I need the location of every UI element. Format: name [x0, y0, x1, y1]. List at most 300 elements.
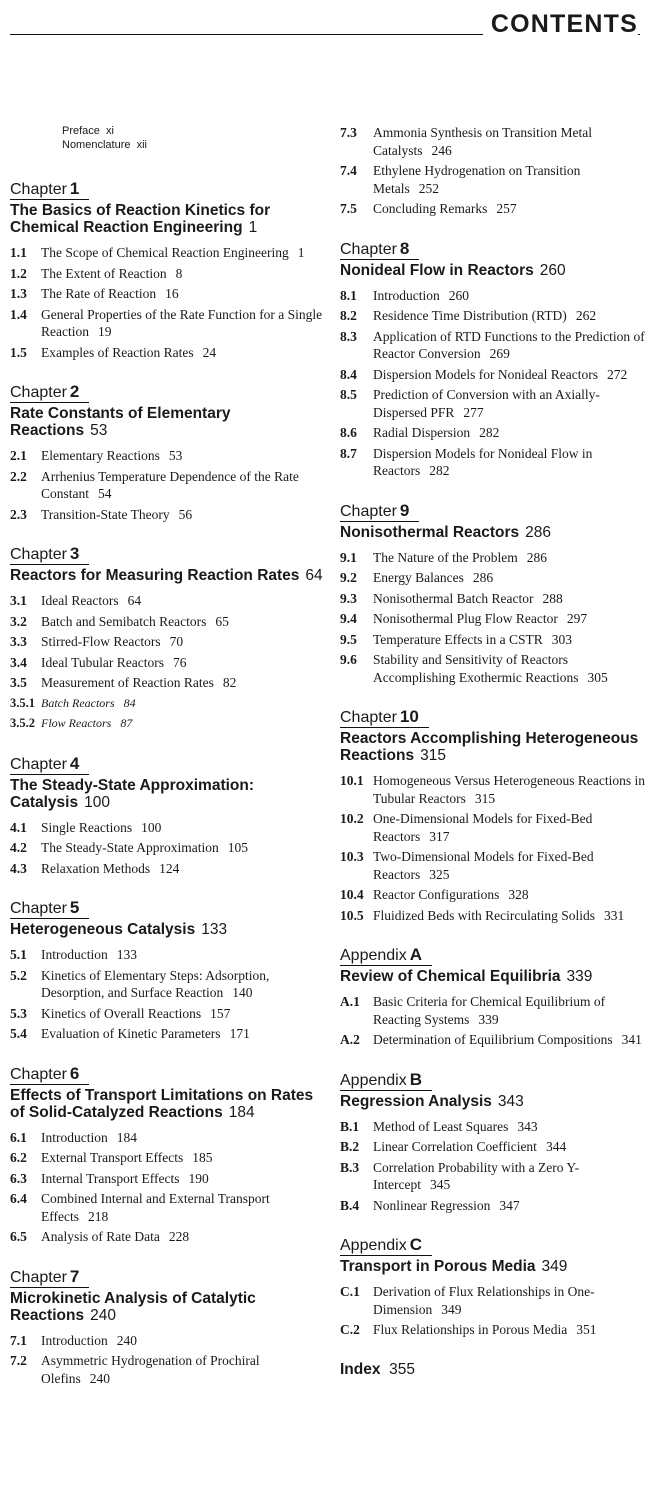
page-title: CONTENTS: [483, 8, 638, 40]
section-page: 185: [192, 1150, 213, 1165]
chapter-heading: [10, 899, 328, 919]
section-entry[interactable]: [10, 946, 328, 964]
section-entry[interactable]: [340, 1321, 645, 1339]
section-title-wrap: [41, 1190, 328, 1225]
section-page: 272: [606, 366, 628, 382]
section-title: Ideal Reactors: [41, 593, 119, 608]
chapter-number: 9: [399, 500, 410, 520]
section-page: 282: [479, 425, 500, 440]
section-title: Reactor Configurations: [373, 887, 500, 902]
chapter-page: 1: [248, 219, 258, 236]
section-entry[interactable]: [340, 386, 645, 421]
section-title: Batch and Semibatch Reactors: [41, 613, 207, 629]
chapter-heading: [340, 1071, 645, 1091]
section-entry[interactable]: [10, 695, 328, 713]
section-title: Derivation of Flux Relationships in One-Dimension: [373, 1284, 595, 1317]
section-entry[interactable]: [10, 819, 328, 837]
chapter-title[interactable]: [10, 1087, 328, 1121]
section-page: 305: [587, 669, 608, 685]
chapter-word: Appendix: [340, 947, 407, 964]
section-entry[interactable]: [340, 569, 645, 587]
chapter-title-text: Reactors for Measuring Reaction Rates: [10, 567, 300, 584]
section-title: One-Dimensional Models for Fixed-Bed Reactors: [373, 811, 593, 844]
index-entry[interactable]: [340, 1361, 645, 1379]
section-number: 8.7: [340, 445, 357, 461]
section-entry[interactable]: [340, 590, 645, 608]
section-number: B.3: [340, 1159, 360, 1175]
section-title: Temperature Effects in a CSTR: [373, 631, 543, 647]
section-page: 240: [89, 1370, 110, 1386]
chapter-label: [10, 180, 89, 200]
section-title-wrap: [373, 886, 645, 904]
section-entry[interactable]: [10, 1352, 328, 1387]
section-page: 351: [576, 1322, 597, 1337]
section-number: B.4: [340, 1197, 360, 1213]
right-chapter-list: [340, 240, 645, 1339]
section-number: 8.2: [340, 308, 357, 323]
section-page: 64: [127, 593, 142, 608]
section-page: 56: [178, 506, 193, 522]
section-title-wrap: [41, 344, 328, 362]
chapter-heading: [10, 383, 328, 403]
chapter-title[interactable]: [10, 1290, 328, 1324]
chapter-title-text: Microkinetic Analysis of Catalytic Reactions: [10, 1289, 256, 1324]
chapter-label: [10, 1065, 89, 1085]
section-entry[interactable]: [10, 447, 328, 465]
chapter-page: 343: [497, 1092, 524, 1110]
section-title: Relaxation Methods: [41, 860, 151, 876]
chapter-label: [340, 946, 432, 966]
section-entry[interactable]: [340, 1283, 645, 1318]
section-entry[interactable]: [340, 1159, 645, 1194]
chapter-number: 4: [69, 753, 80, 773]
section-title-wrap: [373, 124, 645, 159]
chapter-entry: [340, 1236, 645, 1339]
chapter-title-text: The Steady-State Approximation: Catalysis: [10, 776, 255, 811]
chapter-word: Chapter: [340, 502, 397, 520]
section-number: 2.1: [10, 448, 27, 463]
section-entry[interactable]: [10, 654, 328, 672]
chapter-label: [340, 708, 429, 728]
section-number: 3.1: [10, 593, 27, 608]
section-entry[interactable]: [340, 810, 645, 845]
section-number: 3.2: [10, 613, 27, 629]
chapter-page: 339: [566, 968, 593, 985]
section-page: 54: [98, 486, 112, 501]
section-title-wrap: [373, 1138, 645, 1156]
section-number: 5.1: [10, 947, 27, 962]
section-page: 70: [169, 634, 184, 649]
chapter-number: 3: [69, 544, 80, 563]
chapter-entry: [340, 708, 645, 924]
chapter-number: C: [409, 1235, 422, 1254]
section-number: 8.1: [340, 287, 357, 303]
section-number: 9.2: [340, 570, 357, 585]
chapter-number: 8: [399, 238, 410, 258]
section-page: 184: [116, 1129, 137, 1145]
section-entry[interactable]: [340, 1138, 645, 1156]
section-title-wrap: [41, 592, 328, 610]
chapter-heading: [340, 1236, 645, 1256]
section-title-wrap: [41, 695, 328, 713]
section-entry[interactable]: [10, 1025, 328, 1043]
section-title: Residence Time Distribution (RTD): [373, 308, 567, 323]
section-title: Single Reactions: [41, 819, 133, 835]
left-chapter-list: [10, 180, 328, 1387]
section-title: The Scope of Chemical Reaction Engineering: [41, 245, 289, 260]
section-title: Introduction: [41, 1332, 108, 1348]
section-title-wrap: [41, 244, 328, 262]
section-page: 343: [517, 1118, 538, 1134]
section-page: 133: [116, 947, 137, 962]
chapter-page: 315: [420, 747, 446, 764]
chapter-title-text: Heterogeneous Catalysis: [10, 921, 196, 938]
section-number: 1.4: [10, 306, 27, 322]
section-number: A.1: [340, 994, 360, 1009]
section-title-wrap: [41, 819, 328, 837]
section-entry[interactable]: [10, 592, 328, 610]
section-number: 1.5: [10, 344, 27, 360]
section-number: 7.3: [340, 125, 357, 140]
section-title: Ideal Tubular Reactors: [41, 654, 164, 670]
section-entry[interactable]: [10, 506, 328, 524]
chapter-label: [10, 755, 89, 775]
section-page: 19: [97, 324, 112, 339]
section-entry[interactable]: [340, 651, 645, 686]
section-title-wrap: [41, 1352, 328, 1387]
section-title: Application of RTD Functions to the Prediction of Reactor Conversion: [373, 328, 645, 361]
chapter-title[interactable]: [10, 405, 328, 439]
section-title: Internal Transport Effects: [41, 1170, 180, 1186]
section-title: Combined Internal and External Transport Effects: [41, 1191, 270, 1224]
section-page: 315: [474, 790, 496, 806]
section-title-wrap: [373, 631, 645, 649]
left-column: [10, 124, 328, 1409]
section-title: Concluding Remarks: [373, 201, 488, 216]
section-entry[interactable]: [10, 860, 328, 878]
section-title-wrap: [41, 613, 328, 631]
section-entry[interactable]: [10, 344, 328, 362]
section-page: 277: [463, 404, 484, 420]
section-page: 349: [441, 1301, 462, 1317]
section-page: 157: [210, 1005, 231, 1021]
section-number: 5.3: [10, 1005, 27, 1021]
section-entry[interactable]: [340, 124, 645, 159]
section-entry[interactable]: [340, 848, 645, 883]
section-entry[interactable]: [10, 839, 328, 857]
chapter-label: [340, 240, 419, 260]
section-page: 347: [499, 1197, 520, 1213]
section-title: Two-Dimensional Models for Fixed-Bed Reactors: [373, 849, 594, 882]
chapter-label: [10, 383, 89, 403]
section-entry[interactable]: [340, 549, 645, 567]
section-entry[interactable]: [340, 907, 645, 925]
section-entry[interactable]: [340, 307, 645, 325]
section-entry[interactable]: [340, 200, 645, 218]
section-entry[interactable]: [10, 285, 328, 303]
section-number: 6.3: [10, 1170, 27, 1186]
chapter-title[interactable]: [340, 524, 645, 541]
chapter-page: 260: [539, 261, 566, 279]
section-page: 328: [508, 887, 529, 902]
section-title: Measurement of Reaction Rates: [41, 675, 214, 690]
section-title-wrap: [41, 860, 328, 878]
section-title: External Transport Effects: [41, 1150, 184, 1165]
section-title: Kinetics of Overall Reactions: [41, 1005, 202, 1021]
page-header: [10, 8, 640, 40]
section-title: Prediction of Conversion with an Axially-Dispersed PFR: [373, 387, 600, 420]
section-title-wrap: [41, 306, 328, 341]
section-entry[interactable]: [10, 1170, 328, 1188]
section-page: 325: [429, 866, 450, 882]
section-page: 260: [448, 287, 469, 303]
section-title: Batch Reactors: [41, 695, 115, 710]
section-page: 140: [232, 985, 253, 1000]
section-number: 9.3: [340, 590, 357, 606]
section-entry[interactable]: [10, 1190, 328, 1225]
section-title: Method of Least Squares: [373, 1118, 509, 1134]
section-title: Transition-State Theory: [41, 506, 170, 522]
section-title-wrap: [373, 651, 645, 686]
section-number: 7.4: [340, 163, 357, 178]
section-title-wrap: [373, 907, 645, 925]
section-title: Dispersion Models for Nonideal Flow in Reactors: [373, 445, 593, 478]
chapter-word: Chapter: [10, 181, 67, 198]
chapter-heading: [340, 502, 645, 522]
section-title: Determination of Equilibrium Compositions: [373, 1032, 613, 1047]
section-number: 3.5: [10, 675, 27, 690]
chapter-heading: [340, 946, 645, 966]
chapter-title-text: Rate Constants of Elementary Reactions: [10, 405, 231, 439]
chapter-number: 10: [399, 707, 419, 726]
section-title-wrap: [373, 848, 645, 883]
section-entry[interactable]: [10, 1149, 328, 1167]
section-title-wrap: [41, 1170, 328, 1188]
section-title: Basic Criteria for Chemical Equilibrium of Reacting Systems: [373, 994, 606, 1027]
section-page: 16: [165, 286, 179, 301]
index-page: 355: [389, 1360, 415, 1378]
section-entry[interactable]: [340, 424, 645, 442]
section-title-wrap: [41, 1025, 328, 1043]
chapter-title[interactable]: [340, 1093, 645, 1110]
chapter-title[interactable]: [340, 730, 645, 764]
section-entry[interactable]: [10, 1005, 328, 1023]
section-number: B.1: [340, 1118, 360, 1134]
section-title-wrap: [373, 1283, 645, 1318]
section-title: Asymmetric Hydrogenation of Prochiral Olefins: [41, 1353, 260, 1386]
section-number: 7.2: [10, 1353, 27, 1368]
section-entry[interactable]: [10, 306, 328, 341]
section-number: 1.1: [10, 245, 27, 260]
section-number: 3.5.2: [10, 716, 35, 730]
section-entry[interactable]: [340, 162, 645, 197]
chapter-entry: [10, 899, 328, 1043]
section-entry[interactable]: [10, 1332, 328, 1350]
chapter-word: Chapter: [340, 240, 397, 258]
chapter-7-continued: [340, 124, 645, 218]
section-entry[interactable]: [10, 613, 328, 631]
section-page: 257: [496, 201, 517, 216]
chapter-title[interactable]: [10, 921, 328, 938]
chapter-word: Chapter: [10, 1268, 67, 1286]
section-page: 24: [202, 344, 217, 360]
section-title: Analysis of Rate Data: [41, 1229, 160, 1244]
section-page: 8: [175, 265, 183, 281]
section-entry[interactable]: [340, 328, 645, 363]
section-title-wrap: [373, 366, 645, 384]
section-title: Ethylene Hydrogenation on Transition Metals: [373, 163, 581, 196]
section-title-wrap: [373, 386, 645, 421]
section-entry[interactable]: [10, 244, 328, 262]
section-title-wrap: [373, 1031, 645, 1049]
chapter-label: [340, 502, 419, 522]
section-number: 10.2: [340, 811, 364, 826]
section-number: 10.4: [340, 887, 364, 902]
chapter-title[interactable]: [340, 1258, 645, 1275]
section-title-wrap: [373, 810, 645, 845]
section-title-wrap: [41, 468, 328, 503]
chapter-label: [10, 545, 89, 565]
section-number: 1.3: [10, 286, 27, 301]
section-number: 8.4: [340, 366, 357, 382]
section-title-wrap: [373, 610, 645, 628]
section-number: 5.4: [10, 1026, 27, 1041]
section-entry[interactable]: [10, 468, 328, 503]
section-title: Introduction: [373, 287, 440, 303]
section-title-wrap: [373, 287, 645, 305]
section-number: 9.6: [340, 652, 357, 667]
section-page: 262: [575, 308, 597, 323]
section-title-wrap: [41, 839, 328, 857]
section-title-wrap: [41, 946, 328, 964]
section-number: 5.2: [10, 967, 27, 983]
section-entry[interactable]: [340, 1118, 645, 1136]
chapter-number: 7: [69, 1266, 80, 1286]
section-title: The Extent of Reaction: [41, 265, 167, 281]
section-page: 100: [141, 819, 162, 835]
section-number: 3.5.1: [10, 695, 35, 710]
chapter-title-text: Regression Analysis: [340, 1092, 492, 1110]
chapter-word: Chapter: [10, 546, 67, 563]
section-title-wrap: [41, 285, 328, 303]
section-page: 65: [215, 613, 229, 629]
section-entry[interactable]: [10, 967, 328, 1002]
section-number: 2.2: [10, 468, 27, 484]
chapter-title[interactable]: [10, 567, 328, 584]
section-title: The Rate of Reaction: [41, 286, 157, 301]
chapter-heading: [10, 180, 328, 200]
section-entry[interactable]: [340, 287, 645, 305]
section-entry[interactable]: [10, 674, 328, 692]
chapter-page: 349: [541, 1258, 568, 1275]
front-matter-preface[interactable]: Preface xi: [62, 125, 114, 137]
section-page: 53: [168, 448, 183, 463]
section-entry[interactable]: [10, 1129, 328, 1147]
section-entry[interactable]: [340, 886, 645, 904]
section-page: 218: [87, 1208, 109, 1224]
section-title: Kinetics of Elementary Steps: Adsorption, Desorption, and Surface Reaction: [41, 967, 270, 1000]
chapter-label: [340, 1071, 432, 1091]
chapter-heading: [10, 755, 328, 775]
section-number: 8.3: [340, 328, 357, 344]
section-page: 1: [297, 245, 305, 260]
chapter-word: Appendix: [340, 1071, 407, 1089]
section-page: 76: [172, 654, 187, 670]
section-number: 4.3: [10, 860, 27, 876]
section-title: Radial Dispersion: [373, 425, 471, 440]
chapter-label: [340, 1236, 432, 1256]
section-entry[interactable]: [340, 631, 645, 649]
section-number: B.2: [340, 1139, 360, 1154]
chapter-entry: [10, 1065, 328, 1246]
section-entry[interactable]: [340, 993, 645, 1028]
chapter-number: 6: [69, 1063, 80, 1083]
section-page: 345: [429, 1177, 451, 1192]
chapter-title[interactable]: [340, 262, 645, 279]
chapter-page: 64: [305, 567, 323, 584]
section-title: Fluidized Beds with Recirculating Solids: [373, 907, 595, 923]
section-entry[interactable]: [10, 715, 328, 733]
section-page: 317: [429, 828, 450, 844]
section-page: 282: [429, 463, 450, 478]
chapter-number: A: [409, 945, 422, 964]
section-entry[interactable]: [340, 772, 645, 807]
section-title-wrap: [41, 715, 328, 733]
section-entry[interactable]: [340, 445, 645, 480]
section-title-wrap: [41, 1149, 328, 1167]
section-entry[interactable]: [10, 265, 328, 283]
section-title: Elementary Reactions: [41, 448, 160, 463]
section-number: 9.1: [340, 549, 357, 565]
chapter-entry: [10, 1268, 328, 1388]
section-title: The Nature of the Problem: [373, 549, 518, 565]
section-title: Linear Correlation Coefficient: [373, 1139, 537, 1154]
section-title-wrap: [373, 424, 645, 442]
section-title: The Steady-State Approximation: [41, 840, 219, 855]
chapter-entry: [340, 502, 645, 687]
chapter-page: 286: [525, 523, 552, 541]
section-page: 84: [123, 695, 136, 710]
section-title-wrap: [373, 1159, 645, 1194]
section-number: 8.5: [340, 387, 357, 402]
chapter-word: Appendix: [340, 1237, 407, 1254]
section-entry[interactable]: [340, 1031, 645, 1049]
section-entry[interactable]: [340, 610, 645, 628]
section-title-wrap: [373, 590, 645, 608]
chapter-heading: [10, 545, 328, 565]
chapter-title[interactable]: [10, 777, 328, 811]
chapter-title[interactable]: [10, 202, 328, 236]
chapter-title-text: Effects of Transport Limitations on Rates of Solid-Catalyzed Reactions: [10, 1086, 314, 1121]
section-entry[interactable]: [10, 633, 328, 651]
chapter-title[interactable]: [340, 968, 645, 985]
chapter-heading: [340, 240, 645, 260]
section-entry[interactable]: [340, 1197, 645, 1215]
section-title: Flux Relationships in Porous Media: [373, 1322, 568, 1337]
section-title: Nonisothermal Batch Reactor: [373, 590, 534, 606]
chapter-number: 2: [69, 382, 80, 401]
front-matter-nomenclature[interactable]: Nomenclature xii: [62, 139, 147, 151]
section-entry[interactable]: [10, 1228, 328, 1246]
section-number: 6.4: [10, 1191, 27, 1206]
section-entry[interactable]: [340, 366, 645, 384]
section-title-wrap: [373, 307, 645, 325]
section-page: 339: [478, 1011, 499, 1027]
section-title-wrap: [373, 993, 645, 1028]
section-number: 6.1: [10, 1129, 27, 1145]
section-title-wrap: [41, 1332, 328, 1350]
section-number: 9.4: [340, 611, 357, 626]
